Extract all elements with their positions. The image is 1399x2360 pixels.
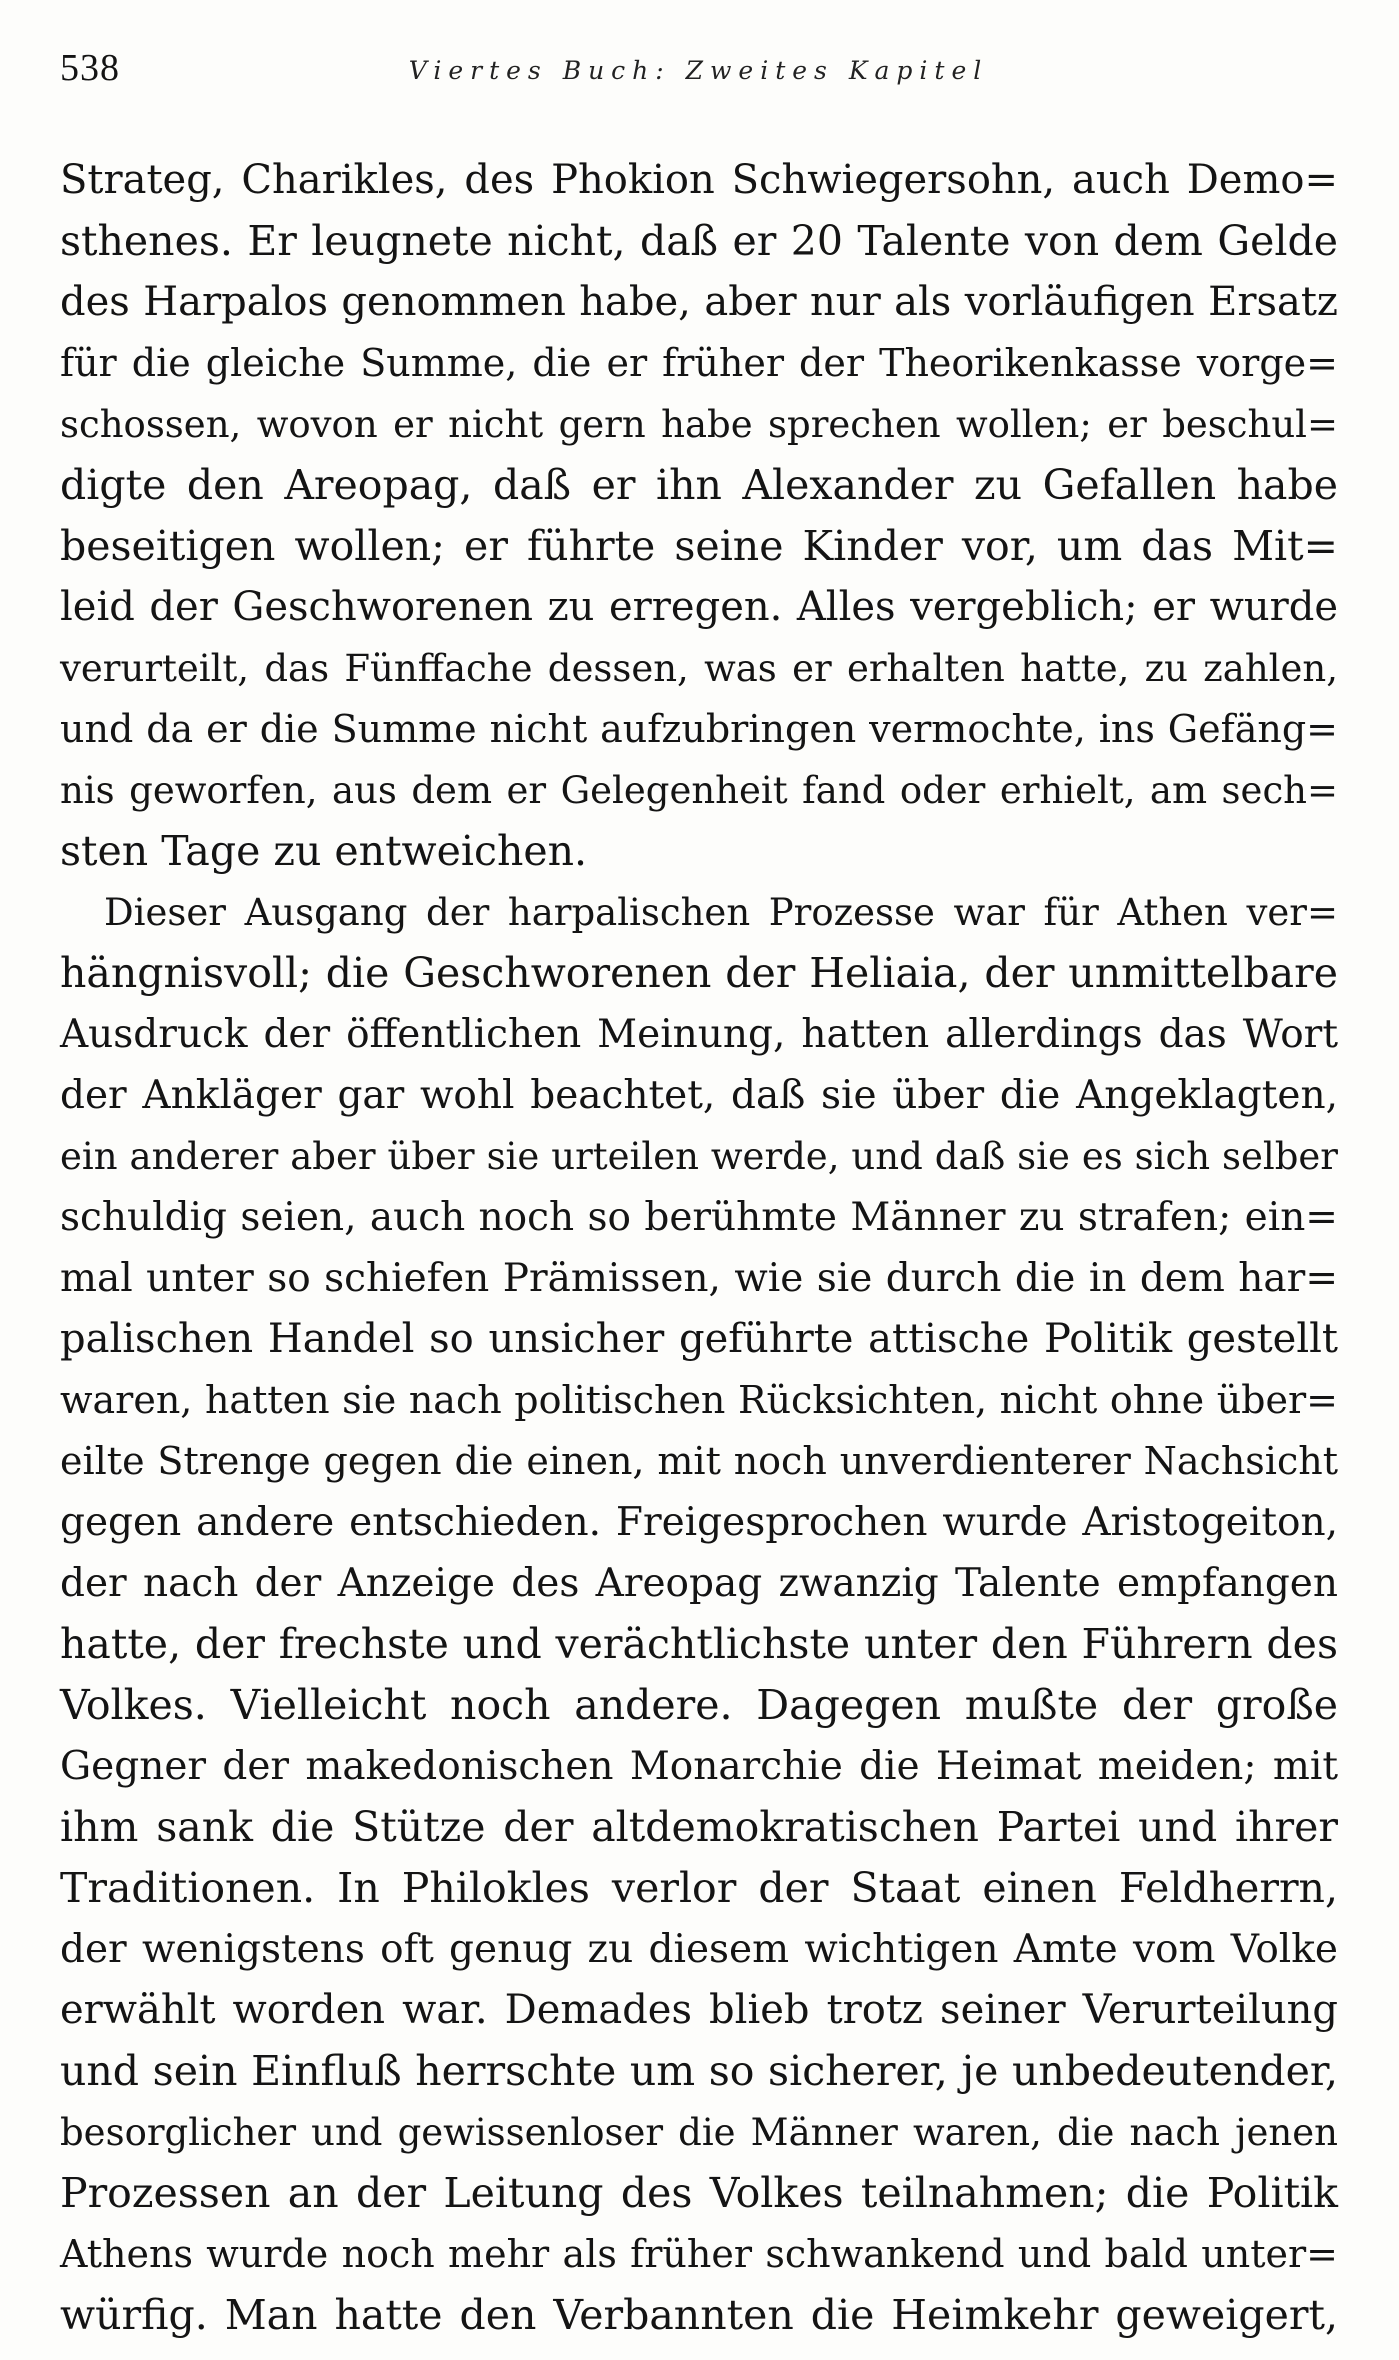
text-line: Prozessen an der Leitung des Volkes teilnahmen; die Politik <box>60 2169 1338 2217</box>
text-line: Athens wurde noch mehr als früher schwankend und bald unter= <box>60 2232 1338 2276</box>
text-line: Volkes. Vielleicht noch andere. Dagegen mußte der große <box>60 1681 1338 1729</box>
text-line: sten Tage zu entweichen. <box>60 827 588 875</box>
text-line: palischen Handel so unsicher geführte attische Politik gestellt <box>60 1316 1338 1362</box>
text-line: Strateg, Charikles, des Phokion Schwiegersohn, auch Demo= <box>60 157 1338 203</box>
page-number: 538 <box>60 47 120 89</box>
text-line: schuldig seien, auch noch so berühmte Männer zu strafen; ein= <box>60 1195 1338 1240</box>
text-line: würfig. Man hatte den Verbannten die Heimkehr geweigert, <box>60 2291 1338 2339</box>
text-line: hatte, der frechste und verächtlichste unter den Führern des <box>60 1620 1338 1668</box>
text-line: beseitigen wollen; er führte seine Kinder vor, um das Mit= <box>60 522 1338 570</box>
text-line: Dieser Ausgang der harpalischen Prozesse war für Athen ver= <box>104 891 1338 934</box>
text-line: der Ankläger gar wohl beachtet, daß sie über die Angeklagten, <box>60 1073 1338 1118</box>
text-line: Gegner der makedonischen Monarchie die Heimat meiden; mit <box>60 1744 1338 1789</box>
text-line: gegen andere entschieden. Freigesprochen wurde Aristogeiton, <box>60 1500 1338 1545</box>
text-line: nis geworfen, aus dem er Gelegenheit fand oder erhielt, am sech= <box>60 769 1338 812</box>
text-line: erwählt worden war. Demades blieb trotz seiner Verurteilung <box>60 1987 1338 2033</box>
paragraph <box>60 882 1338 2346</box>
text-line: verurteilt, das Fünffache dessen, was er erhalten hatte, zu zahlen, <box>60 647 1338 690</box>
page-header <box>60 42 1337 102</box>
running-head: Viertes Buch: Zweites Kapitel <box>408 56 989 85</box>
text-line: digte den Areopag, daß er ihn Alexander zu Gefallen habe <box>60 461 1338 509</box>
text-line: waren, hatten sie nach politischen Rücksichten, nicht ohne über= <box>60 1378 1338 1422</box>
text-line: besorglicher und gewissenloser die Männer waren, die nach jenen <box>60 2111 1338 2154</box>
text-line: der wenigstens oft genug zu diesem wichtigen Amte vom Volke <box>60 1927 1338 1972</box>
paragraph <box>60 150 1338 882</box>
text-line: mal unter so schiefen Prämissen, wie sie durch die in dem har= <box>60 1256 1338 1301</box>
text-line: hängnisvoll; die Geschworenen der Heliaia, der unmittelbare <box>60 949 1338 997</box>
text-line: und sein Einfluß herrschte um so sicherer, je unbedeutender, <box>60 2047 1338 2095</box>
text-line: eilte Strenge gegen die einen, mit noch unverdienterer Nachsicht <box>60 1439 1338 1483</box>
text-line: der nach der Anzeige des Areopag zwanzig Talente empfangen <box>60 1561 1338 1606</box>
text-line: ihm sank die Stütze der altdemokratischen Partei und ihrer <box>60 1803 1338 1851</box>
text-line: schossen, wovon er nicht gern habe sprechen wollen; er beschul= <box>60 403 1338 446</box>
text-line: für die gleiche Summe, die er früher der Theorikenkasse vorge= <box>60 341 1338 385</box>
text-line: ein anderer aber über sie urteilen werde, und daß sie es sich selber <box>60 1135 1338 1178</box>
text-line: sthenes. Er leugnete nicht, daß er 20 Talente von dem Gelde <box>60 217 1338 265</box>
text-line: des Harpalos genommen habe, aber nur als vorläufigen Ersatz <box>60 279 1338 325</box>
body-text <box>60 150 1338 2346</box>
text-line: Traditionen. In Philokles verlor der Staat einen Feldherrn, <box>60 1864 1338 1912</box>
text-line: und da er die Summe nicht aufzubringen vermochte, ins Gefäng= <box>60 707 1338 751</box>
text-line: leid der Geschworenen zu erregen. Alles vergeblich; er wurde <box>60 584 1338 630</box>
text-line: Ausdruck der öffentlichen Meinung, hatten allerdings das Wort <box>60 1012 1338 1057</box>
